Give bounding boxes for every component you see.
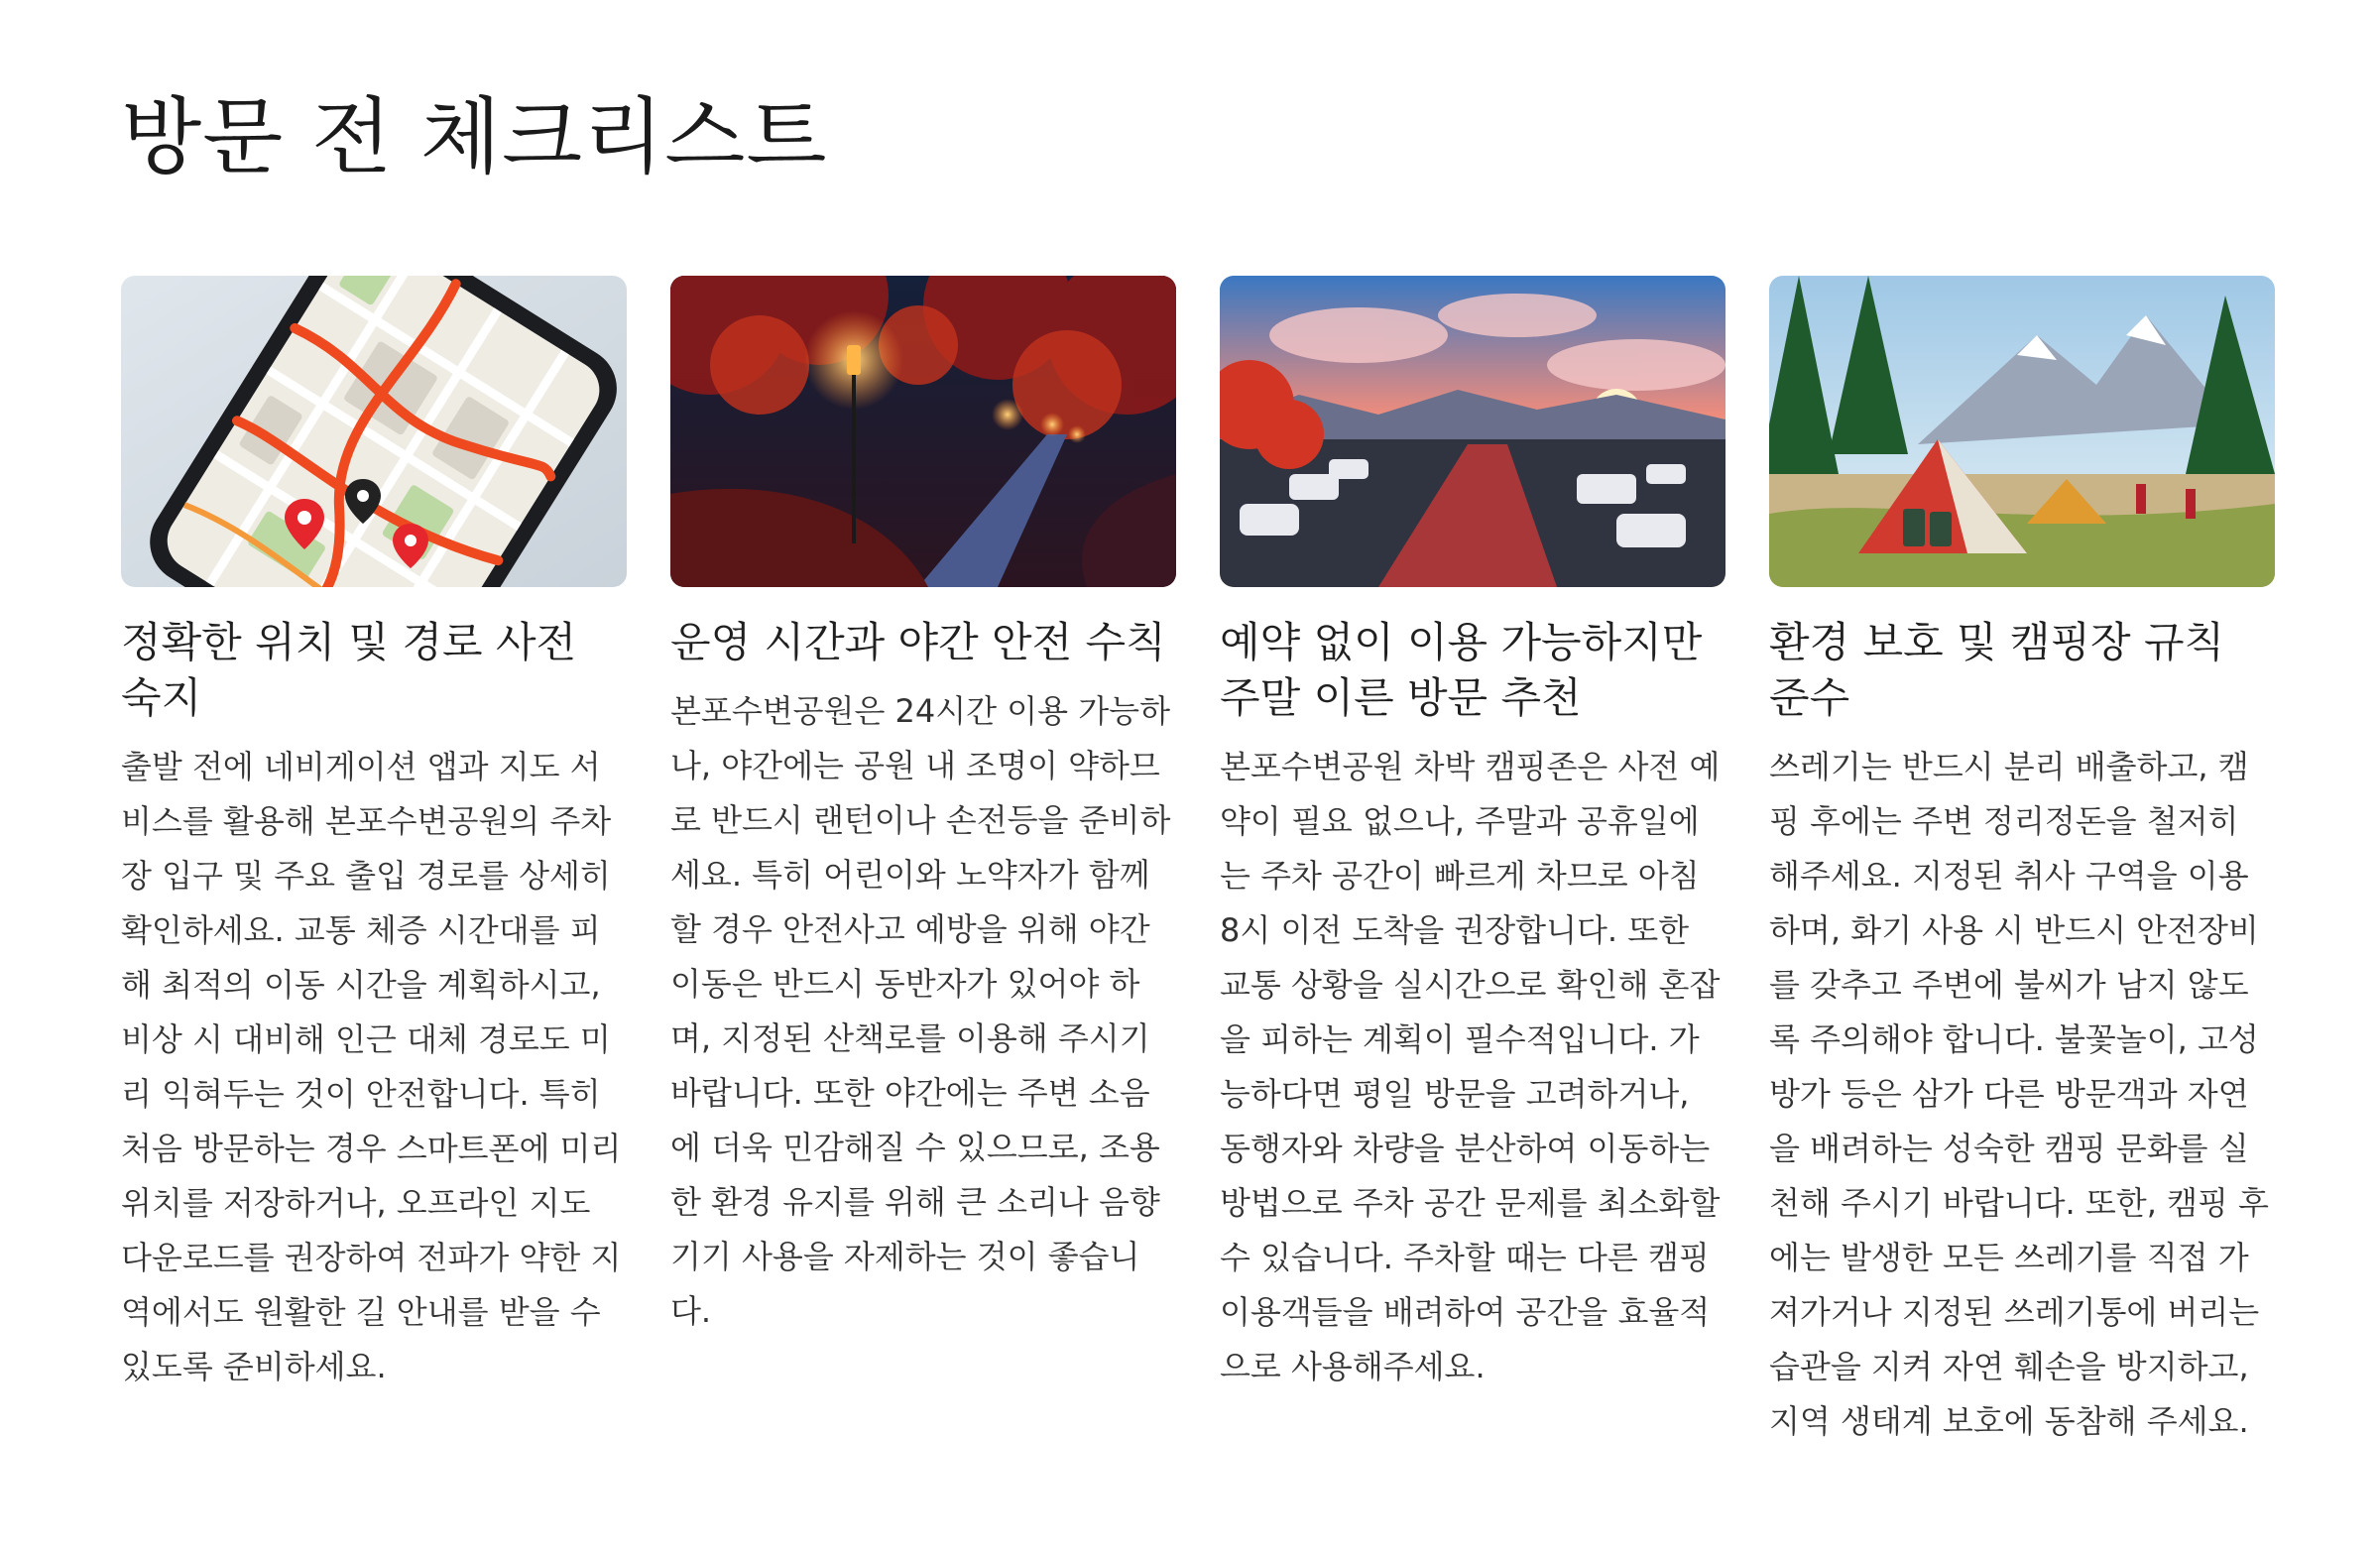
card-image-night-park — [670, 276, 1176, 587]
card-image-smartphone-map — [121, 276, 627, 587]
card-title: 정확한 위치 및 경로 사전 숙지 — [121, 618, 577, 722]
checklist-card-reservation — [1220, 276, 1726, 1449]
page-title: 방문 전 체크리스트 — [121, 88, 828, 185]
checklist-cards — [121, 276, 2275, 1449]
card-body: 출발 전에 네비게이션 앱과 지도 서비스를 활용해 본포수변공원의 주차장 입구 및 주요 출입 경로를 상세히 확인하세요. 교통 체증 시간대를 피해 최적의 이동 시간을 계획하시고, 비상 시 대비해 인근 대체 경로도 미리 익혀두는 것이 안전합니다. 특히 처음 방문하는 경우 스마트폰에 미리 위치를 저장하거나, 오프라인 지도 다운로드를 권장하여 전파가 약한 지역에서도 원활한 길 안내를 받을 수 있도록 준비하세요. — [121, 748, 622, 1385]
card-body: 쓰레기는 반드시 분리 배출하고, 캠핑 후에는 주변 정리정돈을 철저히 해주세요. 지정된 취사 구역을 이용하며, 화기 사용 시 반드시 안전장비를 갖추고 주변에 불씨가 남지 않도록 주의해야 합니다. 불꽃놀이, 고성방가 등은 삼가 다른 방문객과 자연을 배려하는 성숙한 캠핑 문화를 실천해 주시기 바랍니다. 또한, 캠핑 후에는 발생한 모든 쓰레기를 직접 가져가거나 지정된 쓰레기통에 버리는 습관을 지켜 자연 훼손을 방지하고, 지역 생태계 보호에 동참해 주세요. — [1769, 748, 2269, 1440]
checklist-card-environment — [1769, 276, 2275, 1449]
card-title: 예약 없이 이용 가능하지만 주말 이른 방문 추천 — [1220, 618, 1703, 722]
card-image-parking-lot — [1220, 276, 1726, 587]
card-title: 운영 시간과 야간 안전 수칙 — [670, 618, 1166, 666]
card-body: 본포수변공원은 24시간 이용 가능하나, 야간에는 공원 내 조명이 약하므로 반드시 랜턴이나 손전등을 준비하세요. 특히 어린이와 노약자가 함께 할 경우 안전사고 예방을 위해 야간 이동은 반드시 동반자가 있어야 하며, 지정된 산책로를 이용해 주시기 바랍니다. 또한 야간에는 주변 소음에 더욱 민감해질 수 있으므로, 조용한 환경 유지를 위해 큰 소리나 음향 기기 사용을 자제하는 것이 좋습니다. — [670, 692, 1171, 1330]
card-image-campsite — [1769, 276, 2275, 587]
card-body: 본포수변공원 차박 캠핑존은 사전 예약이 필요 없으나, 주말과 공휴일에는 주차 공간이 빠르게 차므로 아침 8시 이전 도착을 권장합니다. 또한 교통 상황을 실시간으로 확인해 혼잡을 피하는 계획이 필수적입니다. 가능하다면 평일 방문을 고려하거나, 동행자와 차량을 분산하여 이동하는 방법으로 주차 공간 문제를 최소화할 수 있습니다. 주차할 때는 다른 캠핑 이용객들을 배려하여 공간을 효율적으로 사용해주세요. — [1220, 748, 1721, 1385]
card-title: 환경 보호 및 캠핑장 규칙 준수 — [1769, 618, 2225, 722]
checklist-card-hours — [670, 276, 1176, 1449]
checklist-card-route — [121, 276, 627, 1449]
